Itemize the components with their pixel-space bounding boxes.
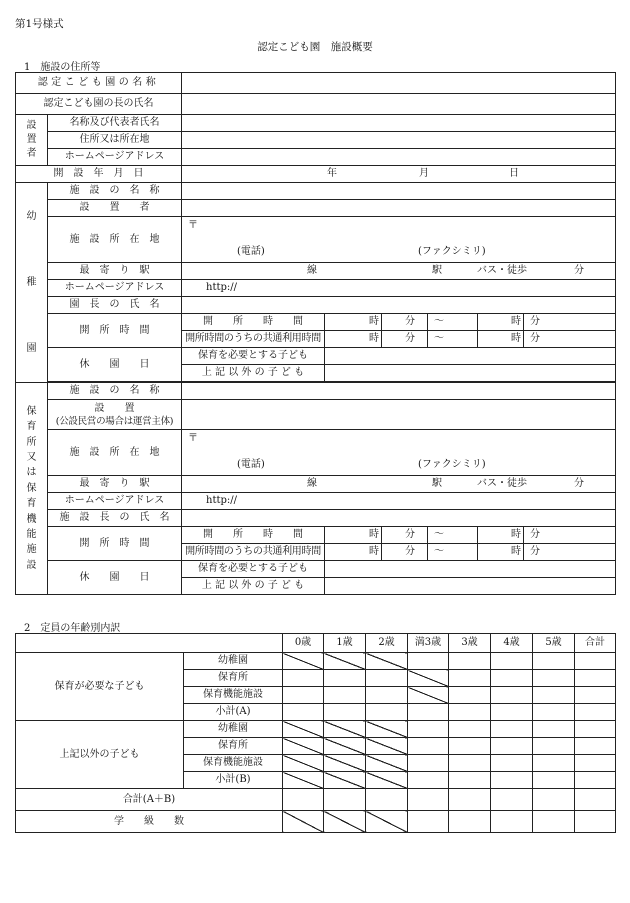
label-n-hours-shared: 開所時間のうちの共通利用時間: [182, 544, 325, 561]
k-open-time-h1-cell[interactable]: 時: [325, 314, 382, 331]
cell-other-n-total[interactable]: [575, 738, 616, 755]
cell-other-n-2: [366, 738, 408, 755]
cell-other-f-0: [283, 755, 324, 772]
date-month-unit: 月: [419, 168, 429, 179]
cell-total-4[interactable]: [491, 789, 533, 811]
cell-need-f-5[interactable]: [533, 687, 575, 704]
cell-other-k-4[interactable]: [491, 721, 533, 738]
label-k-hours: 開 所 時 間: [48, 314, 182, 348]
cell-need-k-2: [366, 653, 408, 670]
cell-other-k-5[interactable]: [533, 721, 575, 738]
cell-need-n-total[interactable]: [575, 670, 616, 687]
k-shared-time-m1-cell[interactable]: 分: [382, 331, 428, 348]
label-k-hours-open: 開 所 時 間: [182, 314, 325, 331]
section2-heading: 2 定員の年齢別内訳: [24, 623, 121, 634]
cell-other-f-4[interactable]: [491, 755, 533, 772]
label-opening-date: 開 設 年 月 日: [16, 166, 182, 183]
label-n-location: 施 設 所 在 地: [48, 430, 182, 476]
label-n-holiday-others: 上 記 以 外 の 子 ど も: [182, 578, 325, 595]
cell-need-n-4[interactable]: [491, 670, 533, 687]
row-need-nursery: 保育所: [184, 670, 283, 687]
cell-other-k-3[interactable]: [449, 721, 491, 738]
cell-sub-a-5[interactable]: [533, 704, 575, 721]
label-n-holiday-need-care: 保育を必要とする子ども: [182, 561, 325, 578]
cell-class-3[interactable]: [449, 811, 491, 833]
cell-sub-b-0: [283, 772, 324, 789]
value-founder-name[interactable]: [182, 115, 616, 132]
label-n-head-name: 施 設 長 の 氏 名: [48, 510, 182, 527]
label-n-founder: 設 置 (公設民営の場合は運営主体): [48, 400, 182, 430]
col-age-0: 0歳: [283, 634, 324, 653]
k-bus-walk: バス・徒歩: [477, 265, 527, 276]
k-shared-time-m2-cell[interactable]: 分: [524, 331, 616, 348]
cell-sub-b-2: [366, 772, 408, 789]
value-k-founder[interactable]: [182, 200, 616, 217]
cell-need-f-4[interactable]: [491, 687, 533, 704]
cell-need-k-1: [324, 653, 366, 670]
value-center-head[interactable]: [182, 94, 616, 115]
date-year-unit: 年: [327, 168, 337, 179]
n-line-unit: 線: [307, 478, 317, 489]
k-shared-time-h1-cell[interactable]: 時: [325, 331, 382, 348]
value-n-location[interactable]: [182, 430, 616, 476]
n-open-tilde: ～: [428, 527, 478, 544]
label-n-station: 最 寄 り 駅: [48, 476, 182, 493]
n-phone-label: (電話): [237, 459, 265, 470]
n-shared-time-m2-cell[interactable]: 分: [524, 544, 616, 561]
row-other-nursery: 保育所: [184, 738, 283, 755]
cell-other-f-5[interactable]: [533, 755, 575, 772]
cell-need-f-0[interactable]: [283, 687, 324, 704]
document-title: 認定こども園 施設概要: [257, 41, 373, 53]
label-k-location: 施 設 所 在 地: [48, 217, 182, 263]
cell-sub-a-1[interactable]: [324, 704, 366, 721]
group-others-label: 上記以外の子ども: [16, 721, 184, 789]
cell-class-total[interactable]: [575, 811, 616, 833]
k-phone-label: (電話): [237, 246, 265, 257]
label-founder-homepage: ホームページアドレス: [48, 149, 182, 166]
label-k-holidays: 休 園 日: [48, 348, 182, 382]
label-k-homepage: ホームページアドレス: [48, 280, 182, 297]
section1-heading: 1 施設の住所等: [24, 62, 101, 73]
k-open-tilde: ～: [428, 314, 478, 331]
k-postal-mark: 〒: [188, 220, 198, 231]
n-shared-time-h1-cell[interactable]: 時: [325, 544, 382, 561]
col-age-full-3: 満3歳: [408, 634, 449, 653]
cell-total-1[interactable]: [324, 789, 366, 811]
label-center-head: 認定こども園の長の氏名: [16, 94, 182, 115]
value-opening-date[interactable]: [182, 166, 616, 183]
cell-need-f-1[interactable]: [324, 687, 366, 704]
n-postal-mark: 〒: [188, 433, 198, 444]
cell-other-n-5[interactable]: [533, 738, 575, 755]
cell-other-n-m3[interactable]: [408, 738, 449, 755]
col-age-4: 4歳: [491, 634, 533, 653]
group-need-care-label: 保育が必要な子ども: [16, 653, 184, 721]
cell-total-m3[interactable]: [408, 789, 449, 811]
cell-other-k-1: [324, 721, 366, 738]
cell-total-0[interactable]: [283, 789, 324, 811]
value-k-holiday-others[interactable]: [325, 365, 616, 382]
form-number: 第1号様式: [15, 18, 64, 30]
label-k-holiday-need-care: 保育を必要とする子ども: [182, 348, 325, 365]
n-fax-label: (ファクシミリ): [418, 459, 486, 470]
n-station-unit: 駅: [432, 478, 442, 489]
k-station-unit: 駅: [432, 265, 442, 276]
k-open-time-m1-cell[interactable]: 分: [382, 314, 428, 331]
row-grand-total: 合計(A＋B): [16, 789, 283, 811]
cell-other-k-2: [366, 721, 408, 738]
cell-need-k-0: [283, 653, 324, 670]
value-n-facility-name[interactable]: [182, 383, 616, 400]
n-open-time-h1-cell[interactable]: 時: [325, 527, 382, 544]
cell-sub-b-m3[interactable]: [408, 772, 449, 789]
cell-sub-b-3[interactable]: [449, 772, 491, 789]
k-open-time-m2-cell[interactable]: 分: [524, 314, 616, 331]
cell-class-2: [366, 811, 408, 833]
nursery-group-label: 保 育 所 又 は 保 育 機 能 施 設: [16, 383, 48, 595]
k-open-time-h2-cell[interactable]: 時: [478, 314, 524, 331]
label-founder-address: 住所又は所在地: [48, 132, 182, 149]
k-minutes-unit: 分: [574, 265, 584, 276]
cell-total-2[interactable]: [366, 789, 408, 811]
value-n-homepage[interactable]: http://: [182, 493, 616, 510]
label-n-hours-open: 開 所 時 間: [182, 527, 325, 544]
capacity-table: [15, 633, 616, 833]
label-n-homepage: ホームページアドレス: [48, 493, 182, 510]
n-minutes-unit: 分: [574, 478, 584, 489]
n-open-time-m2-cell[interactable]: 分: [524, 527, 616, 544]
cell-need-k-5[interactable]: [533, 653, 575, 670]
cell-other-k-m3[interactable]: [408, 721, 449, 738]
cell-class-m3[interactable]: [408, 811, 449, 833]
n-shared-tilde: ～: [428, 544, 478, 561]
kindergarten-group-label: 幼 稚 園: [16, 183, 48, 383]
row-other-facility: 保育機能施設: [184, 755, 283, 772]
n-shared-time-h2-cell[interactable]: 時: [478, 544, 524, 561]
cell-class-5[interactable]: [533, 811, 575, 833]
label-k-founder: 設 置 者: [48, 200, 182, 217]
value-k-homepage[interactable]: http://: [182, 280, 616, 297]
cell-need-n-1[interactable]: [324, 670, 366, 687]
label-founder-name: 名称及び代表者氏名: [48, 115, 182, 132]
label-n-facility-name: 施 設 の 名 称: [48, 383, 182, 400]
cell-need-k-4[interactable]: [491, 653, 533, 670]
value-n-head-name[interactable]: [182, 510, 616, 527]
cell-need-n-m3: [408, 670, 449, 687]
row-need-kindergarten: 幼稚園: [184, 653, 283, 670]
cell-other-k-0: [283, 721, 324, 738]
value-center-name[interactable]: [182, 73, 616, 94]
value-n-station[interactable]: [182, 476, 616, 493]
cell-sub-a-3[interactable]: [449, 704, 491, 721]
cell-need-f-2[interactable]: [366, 687, 408, 704]
row-subtotal-b: 小計(B): [184, 772, 283, 789]
value-k-station[interactable]: [182, 263, 616, 280]
cell-sub-a-total[interactable]: [575, 704, 616, 721]
cell-other-f-m3[interactable]: [408, 755, 449, 772]
value-k-facility-name[interactable]: [182, 183, 616, 200]
cell-need-n-0[interactable]: [283, 670, 324, 687]
cell-need-f-total[interactable]: [575, 687, 616, 704]
cell-other-f-1: [324, 755, 366, 772]
cell-need-n-3[interactable]: [449, 670, 491, 687]
cell-total-total[interactable]: [575, 789, 616, 811]
cell-sub-b-total[interactable]: [575, 772, 616, 789]
label-k-facility-name: 施 設 の 名 称: [48, 183, 182, 200]
cell-other-n-3[interactable]: [449, 738, 491, 755]
col-age-5: 5歳: [533, 634, 575, 653]
col-total: 合計: [575, 634, 616, 653]
capacity-header-blank: [16, 634, 283, 653]
cell-other-f-total[interactable]: [575, 755, 616, 772]
cell-need-n-5[interactable]: [533, 670, 575, 687]
facility-info-table: [15, 72, 616, 595]
value-k-head-name[interactable]: [182, 297, 616, 314]
cell-other-n-4[interactable]: [491, 738, 533, 755]
cell-class-1: [324, 811, 366, 833]
cell-class-0: [283, 811, 324, 833]
cell-total-3[interactable]: [449, 789, 491, 811]
cell-other-k-total[interactable]: [575, 721, 616, 738]
cell-sub-a-0[interactable]: [283, 704, 324, 721]
col-age-3: 3歳: [449, 634, 491, 653]
value-k-location[interactable]: [182, 217, 616, 263]
value-founder-address[interactable]: [182, 132, 616, 149]
cell-need-k-m3[interactable]: [408, 653, 449, 670]
k-line-unit: 線: [307, 265, 317, 276]
cell-need-f-m3: [408, 687, 449, 704]
label-k-head-name: 園 長 の 氏 名: [48, 297, 182, 314]
k-shared-time-h2-cell[interactable]: 時: [478, 331, 524, 348]
k-fax-label: (ファクシミリ): [418, 246, 486, 257]
label-k-station: 最 寄 り 駅: [48, 263, 182, 280]
k-shared-tilde: ～: [428, 331, 478, 348]
n-open-time-m1-cell[interactable]: 分: [382, 527, 428, 544]
n-bus-walk: バス・徒歩: [477, 478, 527, 489]
label-k-hours-shared: 開所時間のうちの共通利用時間: [182, 331, 325, 348]
label-n-hours: 開 所 時 間: [48, 527, 182, 561]
cell-sub-a-2[interactable]: [366, 704, 408, 721]
cell-other-n-1: [324, 738, 366, 755]
row-other-kindergarten: 幼稚園: [184, 721, 283, 738]
value-k-holiday-need-care[interactable]: [325, 348, 616, 365]
cell-total-5[interactable]: [533, 789, 575, 811]
row-need-facility: 保育機能施設: [184, 687, 283, 704]
cell-sub-b-4[interactable]: [491, 772, 533, 789]
cell-sub-b-1: [324, 772, 366, 789]
label-k-holiday-others: 上 記 以 外 の 子 ど も: [182, 365, 325, 382]
row-subtotal-a: 小計(A): [184, 704, 283, 721]
cell-sub-a-m3[interactable]: [408, 704, 449, 721]
n-open-time-h2-cell[interactable]: 時: [478, 527, 524, 544]
value-n-holiday-others[interactable]: [325, 578, 616, 595]
cell-need-k-total[interactable]: [575, 653, 616, 670]
date-day-unit: 日: [509, 168, 519, 179]
row-class-count: 学 級 数: [16, 811, 283, 833]
cell-need-n-2[interactable]: [366, 670, 408, 687]
cell-other-f-3[interactable]: [449, 755, 491, 772]
cell-other-n-0: [283, 738, 324, 755]
value-founder-homepage[interactable]: [182, 149, 616, 166]
cell-class-4[interactable]: [491, 811, 533, 833]
col-age-2: 2歳: [366, 634, 408, 653]
col-age-1: 1歳: [324, 634, 366, 653]
label-n-holidays: 休 園 日: [48, 561, 182, 595]
n-shared-time-m1-cell[interactable]: 分: [382, 544, 428, 561]
cell-need-k-3[interactable]: [449, 653, 491, 670]
cell-need-f-3[interactable]: [449, 687, 491, 704]
cell-sub-b-5[interactable]: [533, 772, 575, 789]
value-n-founder[interactable]: [182, 400, 616, 430]
label-center-name: 認定こども園の名称: [16, 73, 182, 94]
founder-group-label: 設 置 者: [16, 115, 48, 166]
cell-other-f-2: [366, 755, 408, 772]
value-n-holiday-need-care[interactable]: [325, 561, 616, 578]
cell-sub-a-4[interactable]: [491, 704, 533, 721]
